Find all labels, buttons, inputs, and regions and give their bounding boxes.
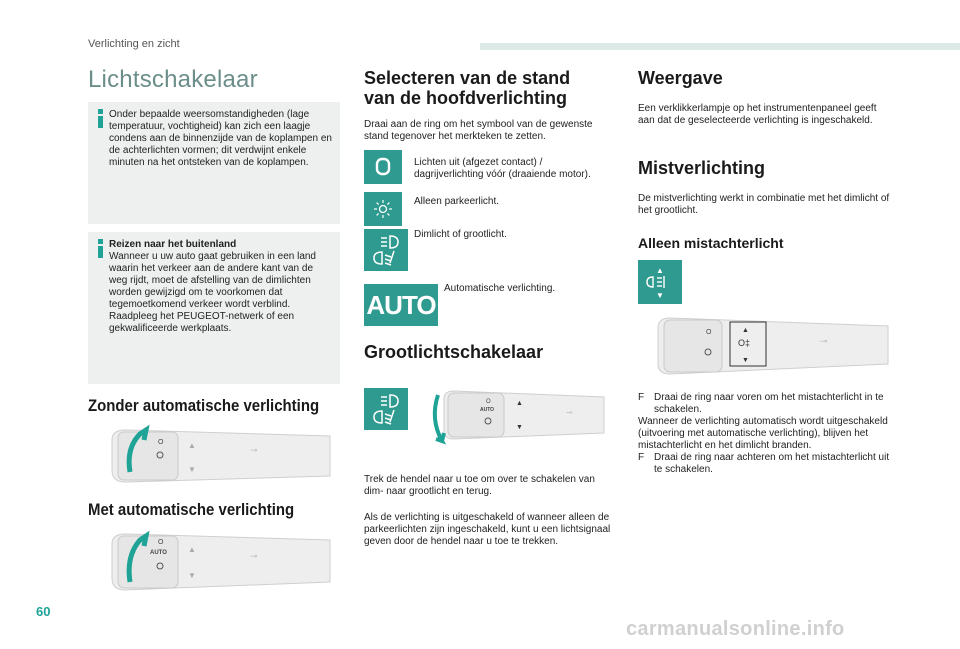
svg-text:AUTO: AUTO bbox=[480, 407, 495, 413]
svg-text:O: O bbox=[158, 539, 164, 546]
svg-text:▼: ▼ bbox=[742, 357, 749, 364]
mode-beam-label: Dimlicht of grootlicht. bbox=[414, 229, 507, 240]
stalk-illustration-no-auto bbox=[100, 420, 340, 498]
svg-text:▼: ▼ bbox=[188, 571, 196, 580]
svg-text:▲: ▲ bbox=[188, 545, 196, 554]
svg-text:▲: ▲ bbox=[516, 400, 523, 407]
svg-text:▲: ▲ bbox=[656, 266, 664, 275]
info-box-abroad bbox=[88, 232, 340, 384]
bullet-text: Draai de ring naar achteren om het mistachterlicht uit te schakelen. bbox=[654, 452, 890, 475]
svg-text:O: O bbox=[706, 329, 712, 336]
heading-select-mode: Selecteren van de stand van de hoofdverlichting bbox=[364, 68, 571, 108]
condensation-note: Onder bepaalde weersomstandigheden (lage temperatuur, vochtigheid) kan zich een laagje condens aan de binnenzijde van de koplampen en de achterlichten vormen; dit verdwijnt enkele minuten na het ontsteken van de koplampen. bbox=[109, 109, 332, 168]
rear-fog-instructions bbox=[638, 392, 890, 476]
stalk-illustration-beam bbox=[416, 385, 606, 455]
header-bar bbox=[480, 43, 960, 50]
heading-fog: Mistverlichting bbox=[638, 158, 766, 178]
heading-display: Weergave bbox=[638, 68, 723, 88]
rear-fog-icon bbox=[638, 260, 682, 304]
section-name: Verlichting en zicht bbox=[88, 38, 180, 50]
mode-auto-icon: AUTO bbox=[364, 284, 438, 326]
mode-parking-icon bbox=[364, 192, 402, 226]
bullet-item bbox=[638, 392, 890, 416]
svg-text:AUTO: AUTO bbox=[150, 550, 167, 556]
svg-text:⊸: ⊸ bbox=[566, 408, 573, 417]
mode-off-icon bbox=[364, 150, 402, 184]
svg-text:⊸: ⊸ bbox=[250, 445, 258, 455]
bullet-text: Draai de ring naar voren om het mistachterlicht in te schakelen. bbox=[654, 392, 884, 415]
stalk-illustration-rear-fog bbox=[650, 312, 890, 384]
svg-text:O‡: O‡ bbox=[738, 338, 751, 348]
fog-text: De mistverlichting werkt in combinatie met het dimlicht of het grootlicht. bbox=[638, 193, 890, 216]
mode-parking-label: Alleen parkeerlicht. bbox=[414, 196, 500, 207]
heading-no-auto: Zonder automatische verlichting bbox=[88, 396, 320, 415]
mode-beam-icon bbox=[364, 229, 408, 271]
svg-text:O: O bbox=[158, 439, 164, 446]
main-beam-text-2: Als de verlichting is uitgeschakeld of wanneer alleen de parkeerlichten zijn ingeschakeld, kunt u een lichtsignaal geven door de hendel naar u toe te trekken. bbox=[364, 512, 611, 547]
svg-text:▼: ▼ bbox=[516, 424, 523, 431]
heading-rear-fog: Alleen mistachterlicht bbox=[638, 235, 784, 251]
svg-text:▼: ▼ bbox=[656, 291, 664, 300]
svg-text:▼: ▼ bbox=[188, 465, 196, 474]
svg-text:O: O bbox=[486, 399, 491, 405]
svg-text:▲: ▲ bbox=[742, 327, 749, 334]
watermark: carmanualsonline.info bbox=[626, 618, 845, 640]
stalk-drawing bbox=[416, 385, 606, 455]
heading-auto: Met automatische verlichting bbox=[88, 500, 295, 519]
main-beam-text-1: Trek de hendel naar u toe om over te schakelen van dim- naar grootlicht en terug. bbox=[364, 474, 595, 497]
abroad-note-body: Wanneer u uw auto gaat gebruiken in een land waarin het verkeer aan de andere kant van de weg rijdt, moet de afstelling van de dimlichten worden gewijzigd om te voorkomen dat tegemoetkomend verkeer wordt verblind. Raadpleeg het PEUGEOT-netwerk of een gekwalificeerde werkplaats. bbox=[109, 251, 316, 334]
off-symbol-icon bbox=[374, 157, 392, 177]
page-number: 60 bbox=[36, 604, 51, 619]
bullet-item bbox=[638, 452, 890, 476]
info-box-condensation bbox=[88, 102, 340, 224]
info-icon bbox=[98, 116, 103, 128]
bullet-marker: F bbox=[638, 452, 645, 463]
stalk-drawing bbox=[100, 526, 340, 602]
stalk-drawing bbox=[650, 312, 890, 384]
rear-fog-light-icon bbox=[645, 264, 675, 300]
svg-text:⊸: ⊸ bbox=[250, 551, 258, 561]
dipped-main-beam-icon bbox=[368, 392, 404, 426]
bullet-marker: F bbox=[638, 392, 645, 403]
abroad-note-title: Reizen naar het buitenland bbox=[109, 239, 237, 250]
stalk-drawing bbox=[100, 420, 340, 498]
stalk-illustration-auto bbox=[100, 526, 340, 602]
rear-fog-note: Wanneer de verlichting automatisch wordt uitgeschakeld (uitvoering met automatische verlichting), blijven het mistachterlicht en het dimlicht branden. bbox=[638, 416, 888, 451]
select-mode-intro: Draai aan de ring om het symbool van de gewenste stand tegenover het merkteken te zetten. bbox=[364, 119, 593, 142]
page-title: Lichtschakelaar bbox=[88, 66, 258, 93]
dipped-main-beam-icon bbox=[368, 233, 404, 267]
beam-switch-icon bbox=[364, 388, 408, 430]
mode-auto-label: Automatische verlichting. bbox=[444, 283, 556, 294]
abroad-note bbox=[109, 239, 333, 335]
display-text: Een verklikkerlampje op het instrumentenpaneel geeft aan dat de geselecteerde verlichting is ingeschakeld. bbox=[638, 103, 877, 126]
svg-text:▲: ▲ bbox=[188, 441, 196, 450]
parking-light-icon bbox=[372, 198, 394, 220]
info-icon bbox=[98, 246, 103, 258]
svg-text:⊸: ⊸ bbox=[820, 336, 828, 346]
heading-main-beam: Grootlichtschakelaar bbox=[364, 342, 544, 362]
mode-off-label: Lichten uit (afgezet contact) / dagrijverlichting vóór (draaiende motor). bbox=[414, 157, 591, 180]
